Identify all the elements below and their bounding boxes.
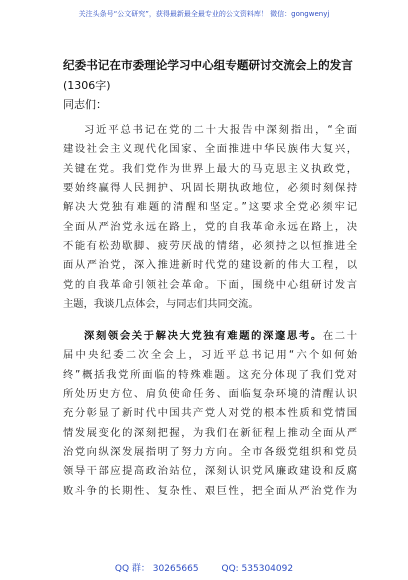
paragraph-line: 届中央纪委二次全会上，习近平总书记用“六个如何始 — [63, 349, 357, 362]
word-count: (1306字) — [63, 79, 111, 92]
paragraph-line: 要始终赢得人民拥护、巩固长期执政地位，必须时刻保持 — [63, 182, 357, 195]
paragraph-2 — [63, 327, 357, 501]
footer-qq: QQ: 535304092 — [221, 564, 294, 574]
paragraph-line: 主题，我谈几点体会，与同志们共同交流。 — [63, 298, 259, 311]
paragraph-line: 情发展变化的深刻把握，为我们在新征程上推动全面从严 — [63, 426, 357, 439]
header-banner: 关注头条号“公文研究”，获得最新最全最专业的公文资料库！ 微信：gongwenyj — [78, 10, 330, 18]
paragraph-line: 充分彰显了新时代中国共产党人对党的根本性质和党情国 — [63, 407, 357, 420]
paragraph-line: 全面从严治党永远在路上，党的自我革命永远在路上，决 — [63, 220, 357, 233]
paragraph-line: 面从严治党，深入推进新时代党的建设新的伟大工程，以 — [63, 259, 357, 272]
paragraph-line: 败斗争的长期性、复杂性、艰巨性，把全面从严治党作为 — [63, 484, 357, 497]
paragraph-line: 不能有松劲歇脚、疲劳厌战的情绪，必须持之以恒推进全 — [63, 240, 357, 253]
document-title: 纪委书记在市委理论学习中心组专题研讨交流会上的发言 — [63, 58, 353, 72]
paragraph-line: 领导干部应提高政治站位，深刻认识党风廉政建设和反腐 — [63, 465, 357, 478]
paragraph-line: 习近平总书记在党的二十大报告中深刻指出，“全面 — [84, 124, 357, 136]
paragraph-line: 治党向纵深发展指明了努力方向。全市各级党组织和党员 — [63, 446, 357, 459]
paragraph-line: 关键在党。我们党作为世界上最大的马克思主义执政党， — [63, 162, 357, 175]
paragraph-line: 所处历史方位、肩负使命任务、面临复杂环境的清醒认识 — [63, 388, 357, 401]
paragraph-line: 建设社会主义现代化国家、全面推进中华民族伟大复兴， — [63, 143, 357, 156]
salutation: 同志们： — [63, 98, 107, 111]
paragraph-1 — [63, 121, 357, 314]
paragraph-line: 解决大党独有难题的清醒和坚定。”这要求全党必须牢记 — [63, 201, 357, 214]
paragraph-line: 终”概括我党所面临的特殊难题。这充分体现了我们党对 — [63, 368, 357, 381]
footer-contact — [0, 563, 408, 575]
footer-qq-group: QQ 群： 30265665 — [114, 564, 199, 574]
section-heading: 深刻领会关于解决大党独有难题的深邃思考。 — [84, 330, 323, 342]
paragraph-first-line — [63, 327, 357, 346]
paragraph-line-rest: 在二十 — [322, 330, 358, 342]
paragraph-line: 党的自我革命引领社会革命。下面，围绕中心组研讨发言 — [63, 278, 357, 291]
